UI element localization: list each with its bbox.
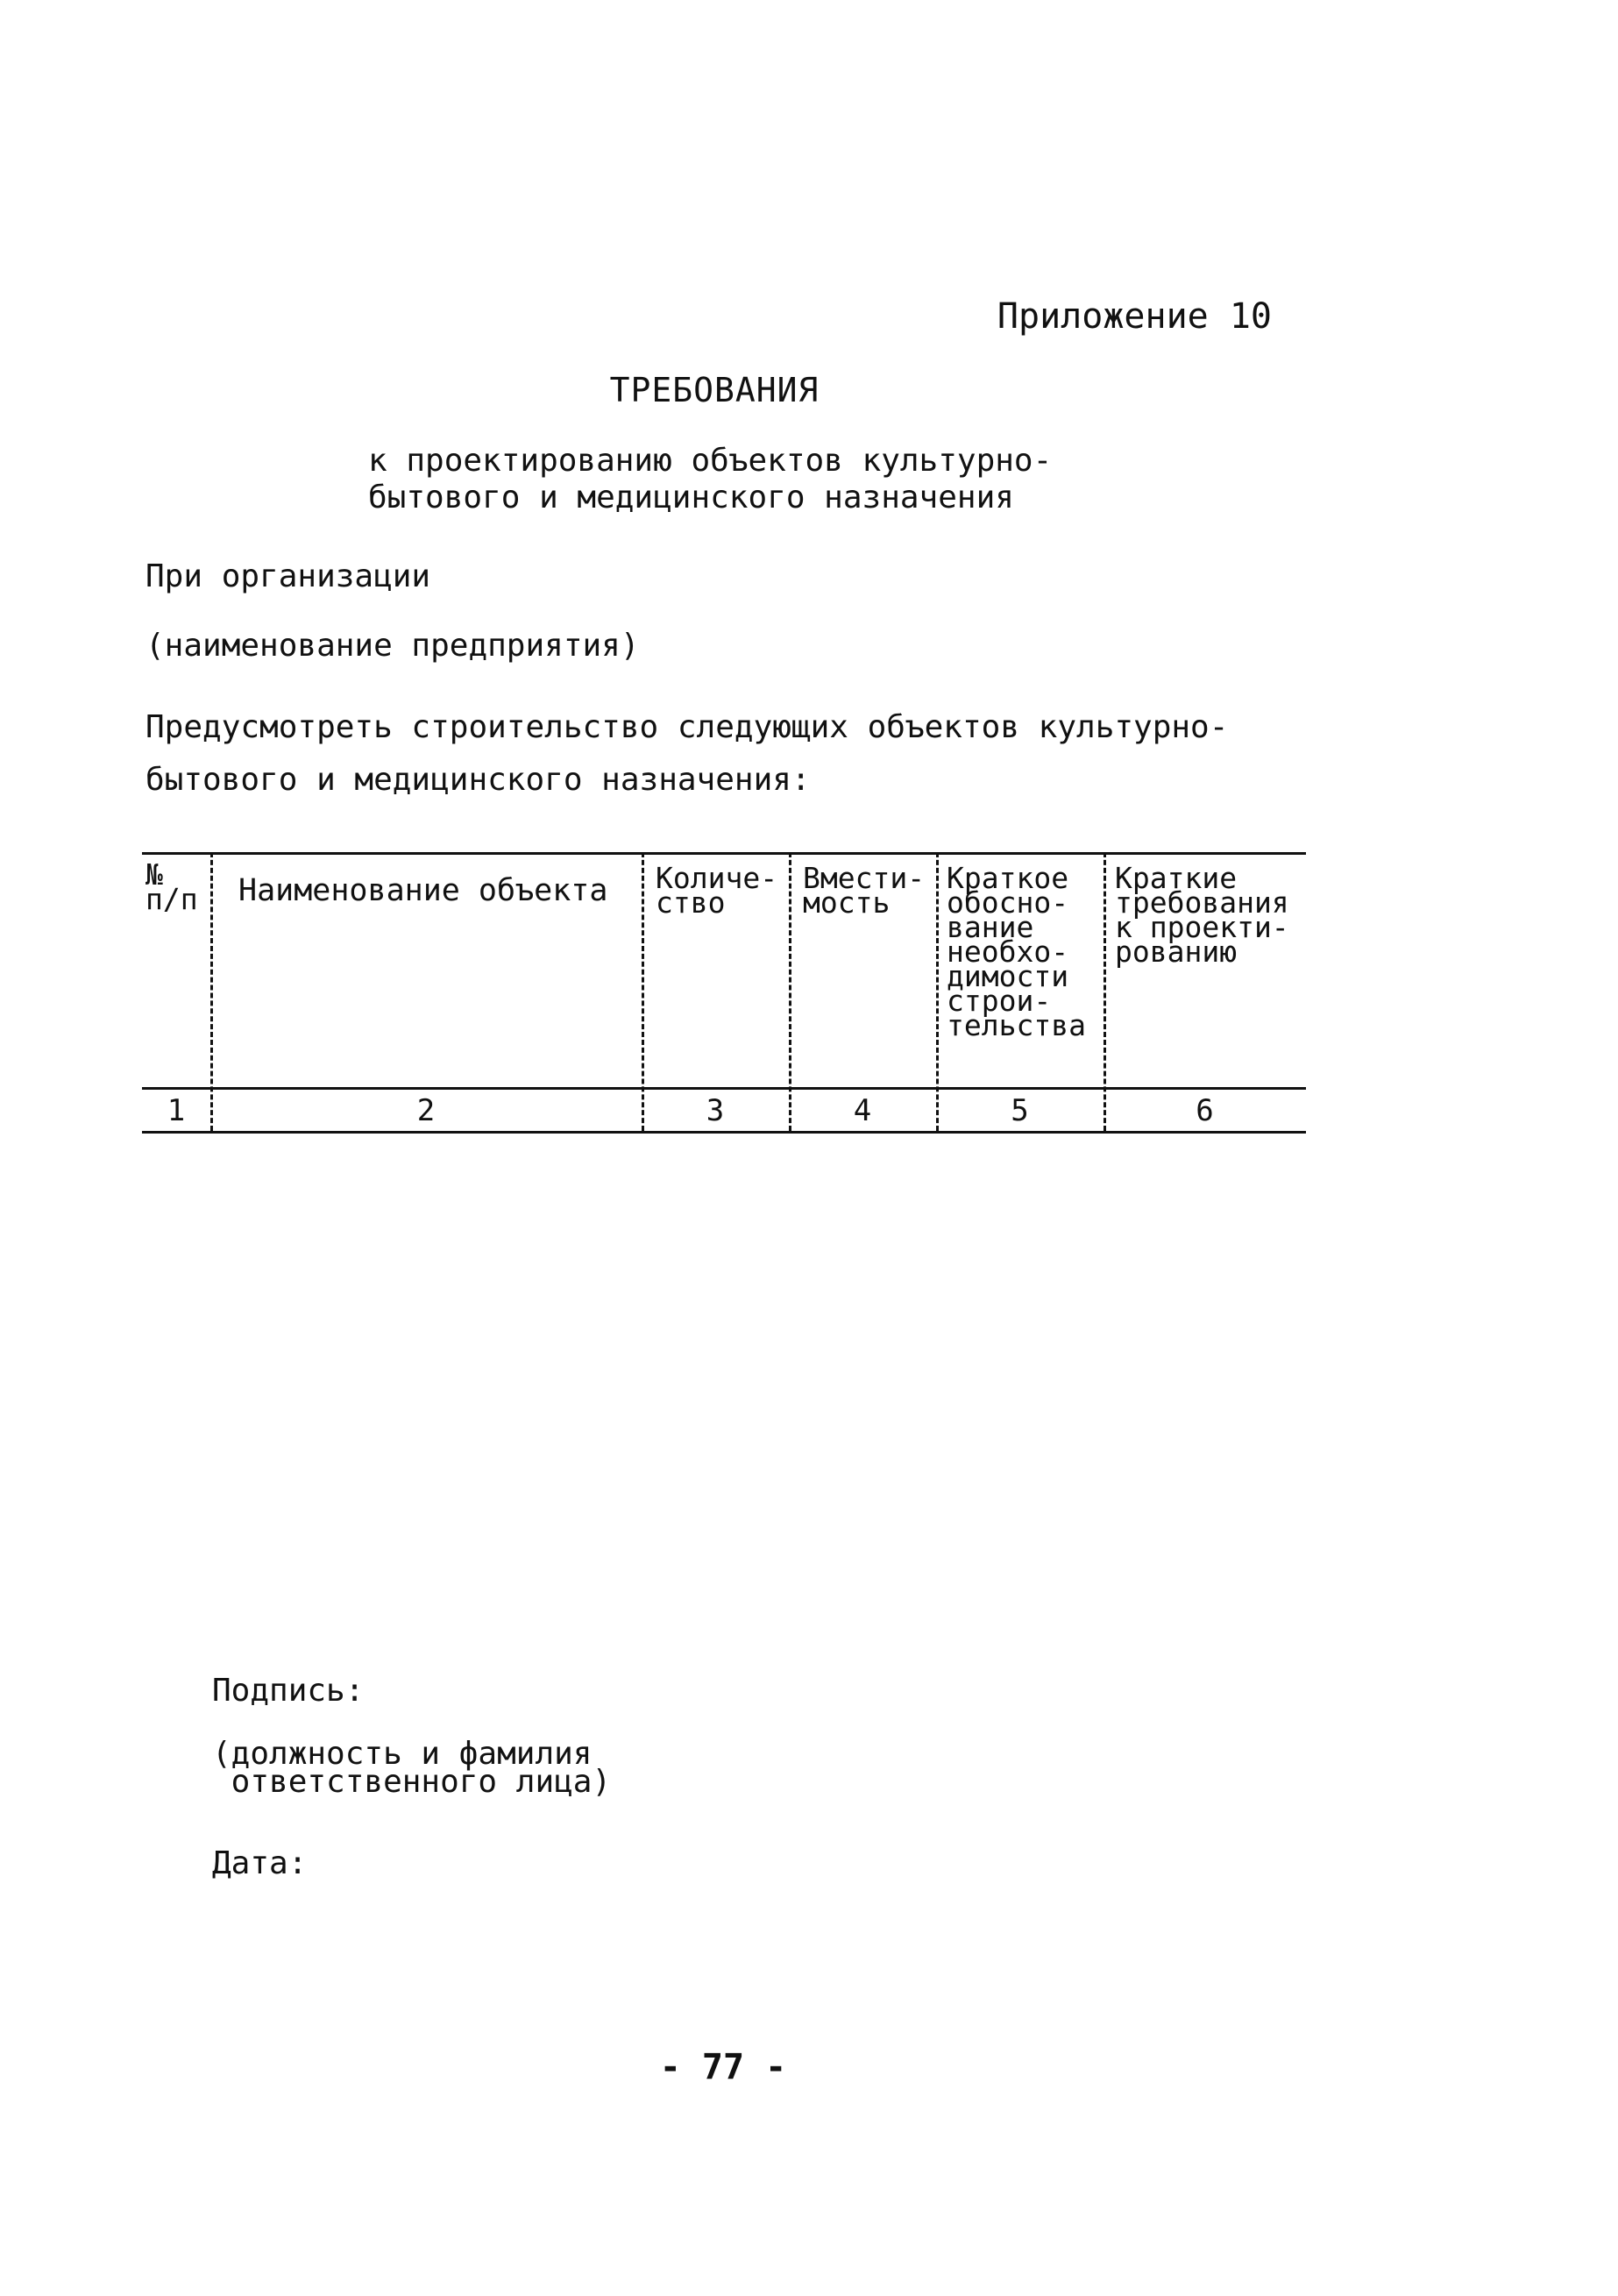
column-number-cell: 3 [706, 1093, 725, 1128]
table-column-divider [936, 852, 939, 1131]
table-column-divider [210, 852, 213, 1131]
document-title: ТРЕБОВАНИЯ [609, 371, 820, 409]
organization-label: При организации [145, 558, 431, 594]
column-number-cell: 4 [853, 1093, 872, 1128]
document-subtitle [368, 443, 1052, 516]
page-number: - 77 - [659, 2047, 787, 2087]
table-top-border [142, 852, 1306, 855]
appendix-label: Приложение 10 [997, 296, 1272, 337]
intro-paragraph [145, 701, 1228, 807]
column-number-cell: 1 [167, 1093, 186, 1128]
table-header-divider [142, 1087, 1306, 1090]
signature-label: Подпись: [212, 1673, 365, 1709]
subtitle-line-1: к проектированию объектов культурно- [368, 443, 1053, 479]
intro-line-2: бытового и медицинского назначения: [145, 762, 811, 798]
column-number-cell: 5 [1011, 1093, 1029, 1128]
header-cell-number: № п/п [145, 857, 198, 916]
header-cell-object-name: Наименование объекта [238, 873, 608, 908]
signature-position-line-1: (должность и фамилия [212, 1736, 593, 1772]
header-cell-design-requirements: Краткие требования к проекти- рованию [1115, 861, 1289, 969]
table-column-divider [1104, 852, 1106, 1131]
table-bottom-border [142, 1131, 1306, 1134]
intro-line-1: Предусмотреть строительство следующих объектов культурно- [145, 709, 1229, 745]
organization-name-hint: (наименование предприятия) [145, 628, 640, 664]
header-cell-quantity: Количе- ство [656, 861, 778, 920]
table-column-divider [789, 852, 791, 1131]
date-label: Дата: [212, 1845, 308, 1881]
signature-position-line-2: ответственного лица) [212, 1764, 612, 1800]
table-column-divider [642, 852, 644, 1131]
subtitle-line-2: бытового и медицинского назначения [368, 480, 1014, 515]
header-cell-justification: Краткое обосно- вание необхо- димости строи- тельства [947, 861, 1086, 1042]
column-number-cell: 2 [416, 1093, 436, 1128]
column-number-cell: 6 [1196, 1093, 1214, 1128]
objects-table [142, 852, 1306, 1137]
signature-position-hint [212, 1736, 612, 1800]
header-cell-capacity: Вмести- мость [803, 861, 926, 920]
